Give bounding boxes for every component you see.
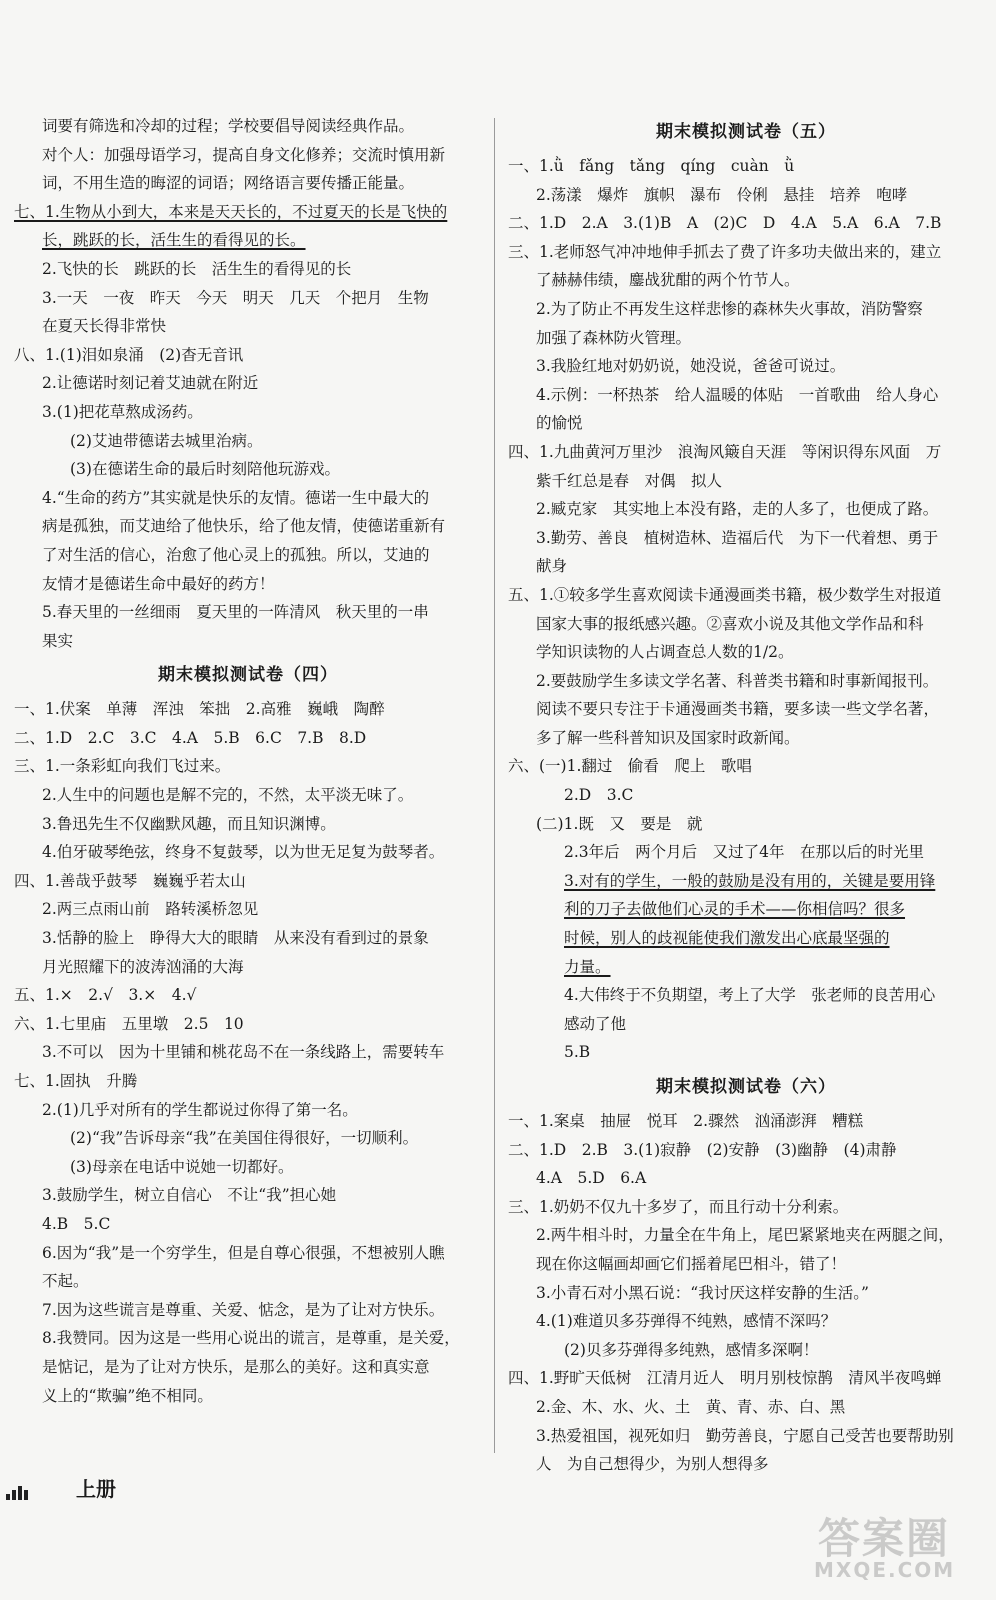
text-line: 友情才是德诺生命中最好的药方！ xyxy=(42,574,275,593)
text-line: 病是孤独，而艾迪给了他快乐，给了他友情，使德诺重新有 xyxy=(42,517,446,536)
text-line: (二)1.既 又 要是 就 xyxy=(536,814,703,833)
text-line: 果实 xyxy=(42,631,74,650)
text-line: 一、1.案桌 抽屉 悦耳 2.骤然 汹涌澎湃 糟糕 xyxy=(508,1112,864,1130)
footer-label: 上册 xyxy=(76,1477,116,1501)
text-line: 2.金、木、水、火、土 黄、青、赤、白、黑 xyxy=(536,1397,846,1416)
text-line: 的愉悦 xyxy=(536,414,583,433)
text-line: 五、1.①较多学生喜欢阅读卡通漫画类书籍，极少数学生对报道 xyxy=(508,585,942,604)
text-line: 4.B 5.C xyxy=(42,1214,111,1233)
text-line: 二、1.D 2.B 3.(1)寂静 (2)安静 (3)幽静 (4)肃静 xyxy=(508,1140,897,1159)
text-line: 三、1.老师怒气冲冲地伸手抓去了费了许多功夫做出来的，建立 xyxy=(508,242,942,261)
text-line: 5.B xyxy=(564,1043,591,1062)
text-line: 对个人：加强母语学习，提高自身文化修养；交流时慎用新 xyxy=(42,145,446,164)
text-line: 月光照耀下的波涛汹涌的大海 xyxy=(42,957,244,976)
text-line: 4.示例：一杯热茶 给人温暖的体贴 一首歌曲 给人身心 xyxy=(536,385,939,404)
text-line: 学知识读物的人占调查总人数的1/2。 xyxy=(536,643,794,662)
text-line: 6.因为“我”是一个穷学生，但是自尊心很强，不想被别人瞧 xyxy=(42,1243,445,1262)
text-line: 2.要鼓励学生多读文学名著、科普类书籍和时事新闻报刊。 xyxy=(536,671,939,690)
text-line: 4.(1)难道贝多芬弹得不纯熟，感情不深吗？ xyxy=(536,1312,837,1331)
section-title: 期末模拟测试卷（五） xyxy=(656,122,836,142)
text-line: 三、1.奶奶不仅九十多岁了，而且行动十分利索。 xyxy=(508,1197,849,1216)
text-line: 3.热爱祖国，视死如归 勤劳善良，宁愿自己受苦也要帮助别 xyxy=(536,1426,954,1445)
text-line: 2.让德诺时刻记着艾迪就在附近 xyxy=(42,374,259,393)
text-line: 5.春天里的一丝细雨 夏天里的一阵清风 秋天里的一串 xyxy=(42,603,429,622)
text-line: (2)“我”告诉母亲“我”在美国住得很好，一切顺利。 xyxy=(70,1129,419,1148)
text-line: 多了解一些科普知识及国家时政新闻。 xyxy=(536,728,800,747)
text-line: 一、1.ǜ fǎng tǎng qíng cuàn ǜ xyxy=(508,157,795,175)
text-line: 3.(1)把花草熬成汤药。 xyxy=(42,402,203,421)
bars-icon xyxy=(6,1486,36,1500)
text-line: 阅读不要只专注于卡通漫画类书籍，要多读一些文学名著， xyxy=(536,700,940,719)
text-line: 2.臧克家 其实地上本没有路，走的人多了，也便成了路。 xyxy=(536,500,939,519)
section-title: 期末模拟测试卷（六） xyxy=(656,1077,836,1097)
text-line: 加强了森林防火管理。 xyxy=(536,328,692,347)
text-line: 2.D 3.C xyxy=(564,786,634,805)
text-line: (2)贝多芬弹得多纯熟，感情多深啊！ xyxy=(564,1340,819,1359)
text-line: (3)母亲在电话中说她一切都好。 xyxy=(70,1157,294,1176)
text-line: 4.“生命的药方”其实就是快乐的友情。德诺一生中最大的 xyxy=(42,488,430,507)
text-line: 3.一天 一夜 昨天 今天 明天 几天 个把月 生物 xyxy=(42,288,429,307)
right-column xyxy=(508,112,984,1479)
text-line: 3.小青石对小黑石说：“我讨厌这样安静的生活。” xyxy=(536,1283,869,1302)
text-line: 义上的“欺骗”绝不相同。 xyxy=(42,1386,213,1405)
text-line: 七、1.生物从小到大，本来是天天长的，不过夏天的长是飞快的 xyxy=(14,202,448,221)
text-line: 时候，别人的歧视能使我们激发出心底最坚强的 xyxy=(564,929,890,948)
text-line: 六、1.七里庙 五里墩 2.5 10 xyxy=(14,1014,244,1033)
watermark xyxy=(808,1506,978,1586)
text-line: 国家大事的报纸感兴趣。②喜欢小说及其他文学作品和科 xyxy=(536,614,924,633)
text-line: 了赫赫伟绩，鏖战犹酣的两个竹节人。 xyxy=(536,271,800,290)
text-line: 在夏天长得非常快 xyxy=(42,317,167,336)
text-line: 五、1.× 2.√ 3.× 4.√ xyxy=(14,986,197,1005)
text-line: 词，不用生造的晦涩的词语；网络语言要传播正能量。 xyxy=(42,174,415,193)
text-line: 献身 xyxy=(536,557,568,576)
text-line: 四、1.九曲黄河万里沙 浪淘风簸自天涯 等闲识得东风面 万 xyxy=(508,442,942,461)
text-line: 是惦记，是为了让对方快乐，是那么的美好。这和真实意 xyxy=(42,1357,430,1376)
text-line: 2.为了防止不再发生这样悲惨的森林失火事故，消防警察 xyxy=(536,299,923,318)
text-line: 3.恬静的脸上 睁得大大的眼睛 从来没有看到过的景象 xyxy=(42,929,429,948)
text-line: 感动了他 xyxy=(564,1014,627,1033)
text-line: 七、1.固执 升腾 xyxy=(14,1072,138,1090)
left-column xyxy=(14,112,482,1410)
watermark-title: 答案圈 xyxy=(818,1514,951,1563)
column-divider xyxy=(494,118,495,1453)
text-line: 2.(1)几乎对所有的学生都说过你得了第一名。 xyxy=(42,1100,358,1119)
text-line: 力量。 xyxy=(564,957,611,976)
text-line: 四、1.野旷天低树 江清月近人 明月别枝惊鹊 清风半夜鸣蝉 xyxy=(508,1369,942,1388)
text-line: 3.我脸红地对奶奶说，她没说，爸爸可说过。 xyxy=(536,357,846,376)
text-line: 二、1.D 2.C 3.C 4.A 5.B 6.C 7.B 8.D xyxy=(14,728,367,747)
text-line: 人 为自己想得少，为别人想得多 xyxy=(536,1455,769,1474)
text-line: (3)在德诺生命的最后时刻陪他玩游戏。 xyxy=(70,460,340,479)
text-line: 3.不可以 因为十里铺和桃花岛不在一条线路上，需要转车 xyxy=(42,1043,445,1062)
text-line: 2.人生中的问题也是解不完的，不然，太平淡无味了。 xyxy=(42,786,414,805)
text-line: 3.对有的学生，一般的鼓励是没有用的，关键是要用锋 xyxy=(564,871,936,890)
text-line: 四、1.善哉乎鼓琴 巍巍乎若太山 xyxy=(14,871,246,890)
text-line: 3.鲁迅先生不仅幽默风趣，而且知识渊博。 xyxy=(42,814,336,833)
section-title: 期末模拟测试卷（四） xyxy=(158,665,338,686)
text-line: 六、(一)1.翻过 偷看 爬上 歌唱 xyxy=(508,757,752,776)
text-line: 3.鼓励学生，树立自信心 不让“我”担心她 xyxy=(42,1186,337,1205)
text-line: 了对生活的信心，治愈了他心灵上的孤独。所以，艾迪的 xyxy=(42,545,430,564)
text-line: 4.大伟终于不负期望，考上了大学 张老师的良苦用心 xyxy=(564,986,936,1005)
text-line: 2.荡漾 爆炸 旗帜 瀑布 伶俐 悬挂 培养 咆哮 xyxy=(536,185,908,204)
text-line: 词要有筛选和冷却的过程；学校要倡导阅读经典作品。 xyxy=(42,117,415,135)
text-line: 利的刀子去做他们心灵的手术——你相信吗？很多 xyxy=(564,900,906,919)
text-line: 现在你这幅画却画它们摇着尾巴相斗，错了！ xyxy=(536,1254,847,1273)
text-line: 8.我赞同。因为这是一些用心说出的谎言，是尊重，是关爱， xyxy=(42,1329,460,1348)
text-line: 不起。 xyxy=(42,1272,89,1291)
text-line: 3.勤劳、善良 植树造林、造福后代 为下一代着想、勇于 xyxy=(536,528,939,547)
text-line: 4.A 5.D 6.A xyxy=(536,1169,647,1188)
text-line: 二、1.D 2.A 3.(1)B A (2)C D 4.A 5.A 6.A 7.B xyxy=(508,214,942,233)
text-line: 2.两三点雨山前 路转溪桥忽见 xyxy=(42,900,259,919)
text-line: 长，跳跃的长，活生生的看得见的长。 xyxy=(42,231,306,250)
text-line: 2.两牛相斗时，力量全在牛角上，尾巴紧紧地夹在两腿之间， xyxy=(536,1226,954,1245)
text-line: 2.3年后 两个月后 又过了4年 在那以后的时光里 xyxy=(564,843,925,862)
text-line: 4.伯牙破琴绝弦，终身不复鼓琴，以为世无足复为鼓琴者。 xyxy=(42,843,445,862)
text-line: 紫千红总是春 对偶 拟人 xyxy=(536,471,723,490)
text-line: 三、1.一条彩虹向我们飞过来。 xyxy=(14,757,231,776)
text-line: 一、1.伏案 单薄 浑浊 笨拙 2.高雅 巍峨 陶醉 xyxy=(14,700,385,719)
text-line: 7.因为这些谎言是尊重、关爱、惦念，是为了让对方快乐。 xyxy=(42,1300,445,1319)
text-line: 2.飞快的长 跳跃的长 活生生的看得见的长 xyxy=(42,259,352,278)
text-line: 八、1.(1)泪如泉涌 (2)杳无音讯 xyxy=(14,345,244,364)
watermark-url: MXQE.COM xyxy=(814,1558,956,1582)
text-line: (2)艾迪带德诺去城里治病。 xyxy=(70,431,263,450)
